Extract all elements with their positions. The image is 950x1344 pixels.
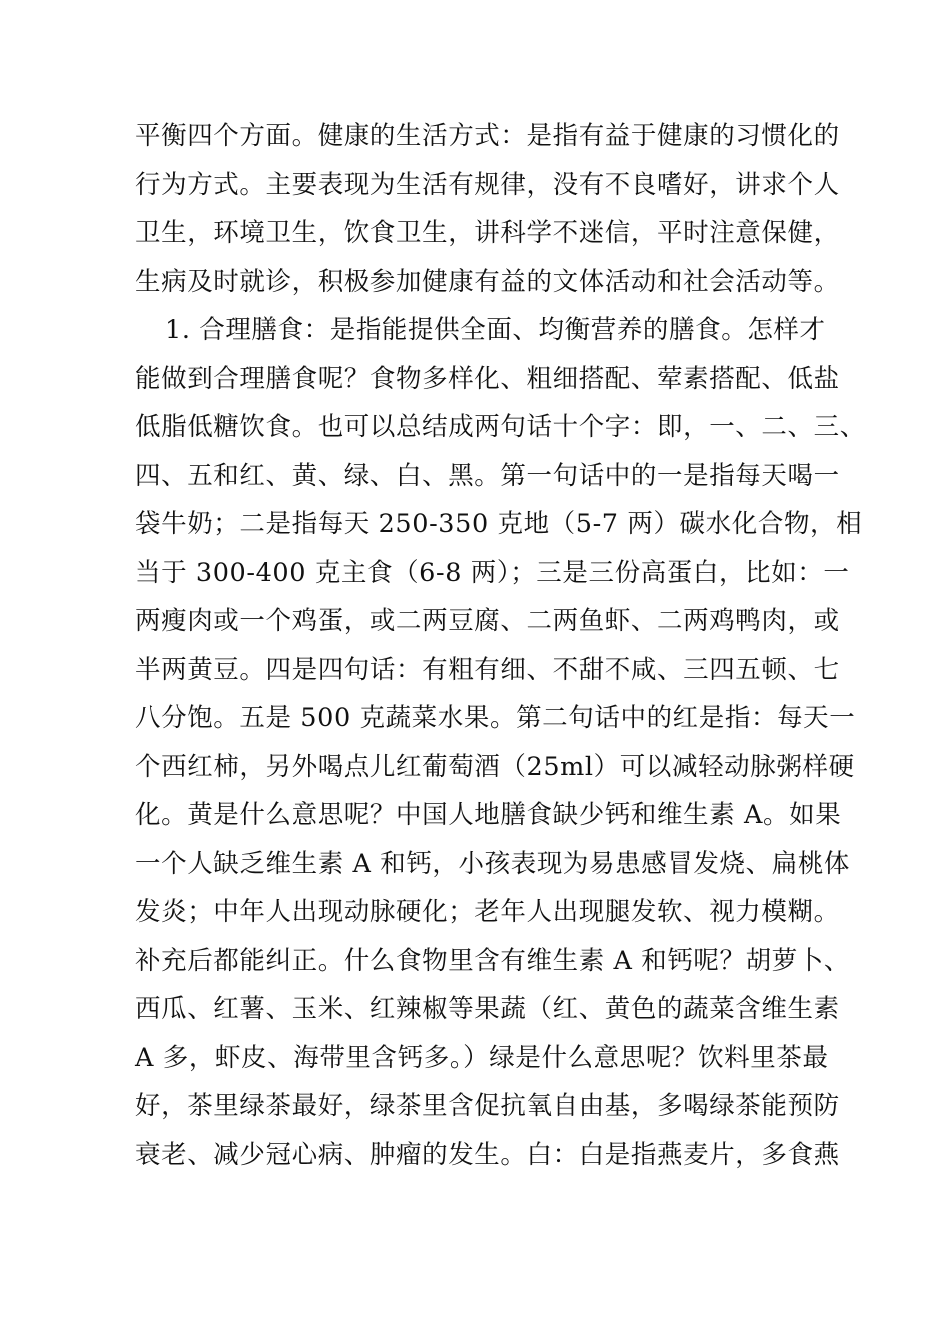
text-line: 两瘦肉或一个鸡蛋，或二两豆腐、二两鱼虾、二两鸡鸭肉，或 xyxy=(135,606,840,636)
text-line: 一个人缺乏维生素 A 和钙，小孩表现为易患感冒发烧、扁桃体 xyxy=(135,848,851,879)
text-line: 卫生，环境卫生，饮食卫生，讲科学不迷信，平时注意保健， xyxy=(135,218,840,248)
text-line: 行为方式。主要表现为生活有规律，没有不良嗜好，讲求个人 xyxy=(135,169,840,200)
text-line: 补充后都能纠正。什么食物里含有维生素 A 和钙呢？胡萝卜、 xyxy=(135,945,851,976)
text-line: 化。黄是什么意思呢？中国人地膳食缺少钙和维生素 A。如果 xyxy=(135,800,842,830)
text-line: 好，茶里绿茶最好，绿茶里含促抗氧自由基，多喝绿茶能预防 xyxy=(135,1091,840,1121)
text-line: 当于 300-400 克主食（6-8 两）；三是三份高蛋白，比如：一 xyxy=(135,557,850,588)
text-line: 低脂低糖饮食。也可以总结成两句话十个字：即，一、二、三、 xyxy=(135,412,866,442)
text-line: 生病及时就诊，积极参加健康有益的文体活动和社会活动等。 xyxy=(135,266,840,297)
body-text xyxy=(135,112,866,1179)
paragraph-first-line: 1. 合理膳食：是指能提供全面、均衡营养的膳食。怎样才 xyxy=(165,315,826,345)
text-line: 个西红柿，另外喝点儿红葡萄酒（25ml）可以减轻动脉粥样硬 xyxy=(135,751,855,782)
text-line: A 多，虾皮、海带里含钙多。）绿是什么意思呢？饮料里茶最 xyxy=(135,1042,829,1073)
text-line: 袋牛奶；二是指每天 250-350 克地（5-7 两）碳水化合物，相 xyxy=(135,509,863,539)
text-line: 八分饱。五是 500 克蔬菜水果。第二句话中的红是指：每天一 xyxy=(135,703,856,733)
text-line: 半两黄豆。四是四句话：有粗有细、不甜不咸、三四五顿、七 xyxy=(135,654,840,685)
text-line: 发炎；中年人出现动脉硬化；老年人出现腿发软、视力模糊。 xyxy=(135,897,840,927)
text-line: 平衡四个方面。健康的生活方式：是指有益于健康的习惯化的 xyxy=(135,121,840,151)
text-line: 衰老、减少冠心病、肿瘤的发生。白：白是指燕麦片，多食燕 xyxy=(135,1139,840,1170)
text-line: 四、五和红、黄、绿、白、黑。第一句话中的一是指每天喝一 xyxy=(135,460,840,491)
text-line: 能做到合理膳食呢？食物多样化、粗细搭配、荤素搭配、低盐 xyxy=(135,363,840,394)
text-line: 西瓜、红薯、玉米、红辣椒等果蔬（红、黄色的蔬菜含维生素 xyxy=(135,994,840,1024)
